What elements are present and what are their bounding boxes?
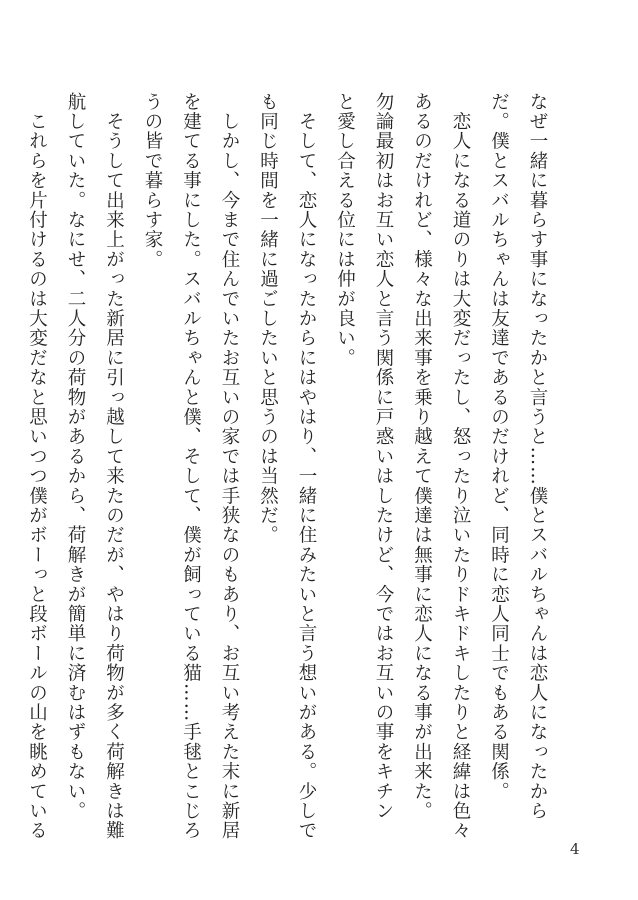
text-line: うの皆で暮らす家。 <box>142 92 163 270</box>
text-line: そして、恋人になったからにはやはり、一緒に住みたいと言う想いがある。少しで <box>296 92 317 841</box>
text-line: しかし、今まで住んでいたお互いの家では手狭なのもあり、お互い考えた末に新居 <box>219 92 240 841</box>
text-line: 恋人になる道のりは大変だったし、怒ったり泣いたりドキドキしたりと経緯は色々 <box>450 92 471 841</box>
text-line: を建てる事にした。スバルちゃんと僕、そして、僕が飼っている猫……手毬とこじろ <box>180 92 202 841</box>
body-text <box>17 92 556 841</box>
text-line: 航していた。なにせ、二人分の荷物があるから、荷解きが簡単に済むはずもない。 <box>65 92 86 821</box>
text-line: あるのだけれど、様々な出来事を乗り越えて僕達は無事に恋人になる事が出来た。 <box>411 92 433 821</box>
text-line: も同じ時間を一緒に過ごしたいと思うのは当然だ。 <box>257 92 279 546</box>
text-line: なぜ一緒に暮らす事になったかと言うと……僕とスバルちゃんは恋人になったから <box>527 92 548 821</box>
text-line: 勿論最初はお互い恋人と言う関係に戸惑いはしたけど、今ではお互いの事をキチン <box>373 92 394 821</box>
text-line: と愛し合える位には仲が良い。 <box>334 92 356 368</box>
text-line: そうして出来上がった新居に引っ越して来たのだが、やはり荷物が多く荷解きは難 <box>103 92 125 841</box>
text-line: だ。僕とスバルちゃんは友達であるのだけれど、同時に恋人同士でもある関係。 <box>488 92 510 802</box>
text-line: これらを片付けるのは大変だなと思いつつ僕がボーっと段ボールの山を眺めている <box>26 92 48 841</box>
page-number: 4 <box>570 840 580 858</box>
